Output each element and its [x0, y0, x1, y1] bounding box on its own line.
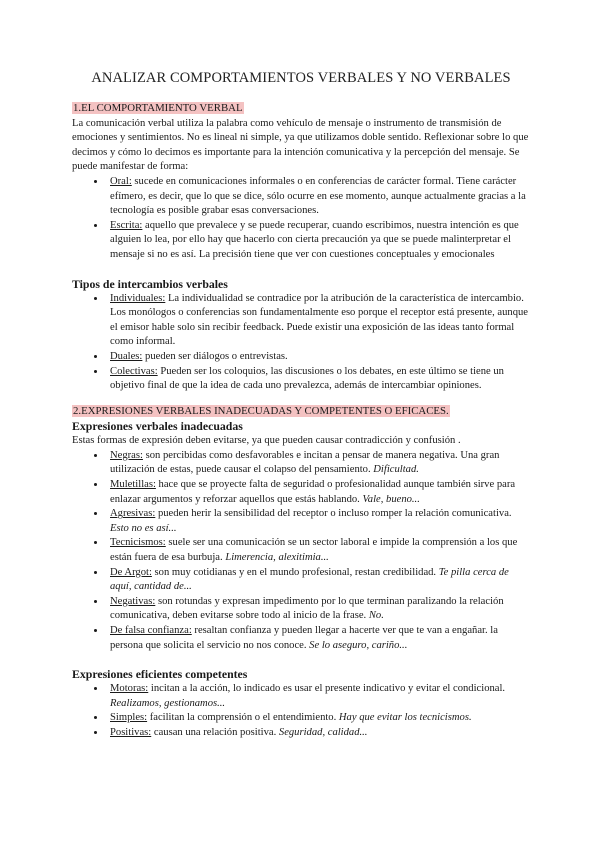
list-item: • Oral: sucede en comunicaciones informales o en conferencias de carácter formal. Tiene carácter efímero, es decir, que lo que se dice, sólo ocurre en ese momento, aunque actualmente gracias a la tecnología es posible grabar esas conversaciones. — [106, 175, 530, 219]
list-item: • Duales: pueden ser diálogos o entrevistas. — [106, 350, 530, 365]
list-item: • Negras: son percibidas como desfavorables e incitan a pensar de manera negativa. Una gran utilización de estas, puede causar el colapso del pensamiento. Dificultad. — [106, 449, 530, 478]
section-efficient-expressions — [72, 667, 530, 740]
section-heading-2: 2.EXPRESIONES VERBALES INADECUADAS Y COMPETENTES O EFICACES. — [73, 404, 449, 417]
list-item: • Positivas: causan una relación positiva. Seguridad, calidad... — [106, 726, 530, 741]
page-title: ANALIZAR COMPORTAMIENTOS VERBALES Y NO VERBALES — [91, 70, 511, 86]
inadequate-expressions-heading: Expresiones verbales inadecuadas — [72, 419, 243, 434]
exchange-types-heading: Tipos de intercambios verbales — [72, 276, 228, 291]
section-exchange-types — [72, 277, 530, 394]
list-item: • Simples: facilitan la comprensión o el entendimiento. Hay que evitar los tecnicismos. — [106, 711, 530, 726]
inadequate-expressions-list — [72, 449, 530, 653]
section-2-intro: Estas formas de expresión deben evitarse, ya que pueden causar contradicción y confusión . — [72, 435, 461, 447]
list-item: • De falsa confianza: resaltan confianza y pueden llegar a hacerte ver que te van a engañar. la persona que solicita el servicio no nos conoce. Se lo aseguro, cariño... — [106, 624, 530, 653]
section-verbal-behavior — [72, 101, 530, 263]
efficient-expressions-heading: Expresiones eficientes competentes — [72, 667, 248, 682]
list-item: • Escrita: aquello que prevalece y se puede recuperar, cuando escribimos, nuestra intención es que alguien lo lea, por ello hay que hacerlo con cierta precaución ya que se puede malinterpretar el mensaje si no es así. La precisión tiene que ver con cuestiones conceptuales y emocionales — [106, 219, 530, 263]
list-item: • Motoras: incitan a la acción, lo indicado es usar el presente indicativo y evitar el condicional. Realizamos, gestionamos... — [106, 682, 530, 711]
form-list — [72, 175, 530, 263]
efficient-expressions-list — [72, 682, 530, 740]
section-heading-1: 1.EL COMPORTAMIENTO VERBAL — [73, 102, 243, 114]
list-item: • De Argot: son muy cotidianas y en el mundo profesional, restan credibilidad. Te pilla cerca de aquí, cantidad de... — [106, 566, 530, 595]
list-item: • Muletillas: hace que se proyecte falta de seguridad o profesionalidad aunque también sirve para enlazar argumentos y reforzar aquellos que estás hablando. Vale, bueno... — [106, 478, 530, 507]
list-item: • Colectivas: Pueden ser los coloquios, las discusiones o los debates, en este último se tiene un objetivo final de que la idea de cada uno prevalezca, además de intercambiar opiniones. — [106, 365, 530, 394]
section-verbal-expressions — [72, 404, 530, 654]
list-item: • Tecnicismos: suele ser una comunicación se un sector laboral e impide la comprensión a los que están fuera de esa burbuja. Limerencia, alexitimia... — [106, 536, 530, 565]
list-item: • Individuales: La individualidad se contradice por la atribución de la característica de intercambio. Los monólogos o conferencias son fundamentalmente eso porque el receptor está presente, aunque el emisor hable solo sin recibir feedback. Puede existir una exposición de las ideas tanto formal como informal. — [106, 292, 530, 350]
exchange-types-list — [72, 292, 530, 394]
list-item: • Agresivas: pueden herir la sensibilidad del receptor o incluso romper la relación comunicativa. Esto no es así... — [106, 507, 530, 536]
list-item: • Negativas: son rotundas y expresan impedimento por lo que terminan paralizando la relación comunicativa, deben evitarse sobre todo al inicio de la frase. No. — [106, 595, 530, 624]
section-1-intro: La comunicación verbal utiliza la palabra como vehículo de mensaje o instrumento de transmisión de emociones y sentimientos. No es lineal ni simple, ya que utilizamos doble sentido. Reflexionar sobre lo que decimos y cómo lo decimos es importante para la intención comunicativa y la percepción del mensaje. Se puede manifestar de forma: — [72, 117, 529, 173]
